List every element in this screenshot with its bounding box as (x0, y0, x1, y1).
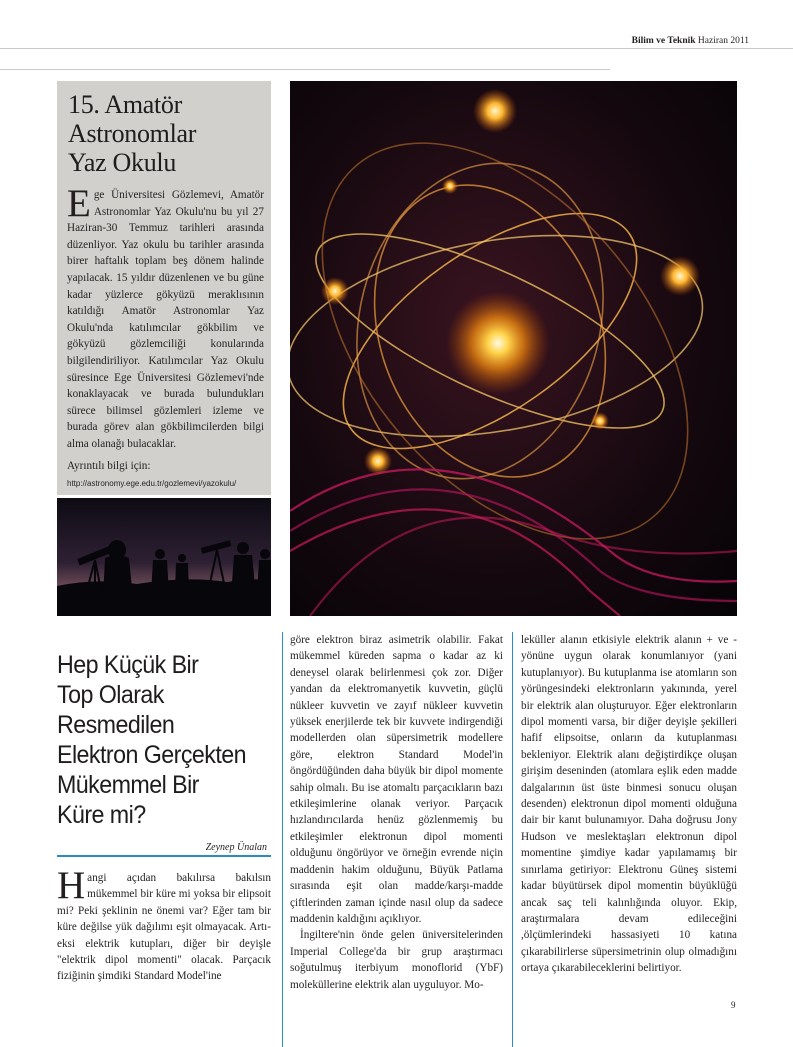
magazine-name: Bilim ve Teknik (631, 36, 696, 46)
header-rule (0, 48, 793, 49)
header-rule-secondary (0, 69, 610, 70)
article-dropcap: H (57, 864, 86, 907)
article-title-line: Elektron Gerçekten (57, 741, 246, 769)
article-title (57, 650, 262, 830)
paragraph (57, 864, 271, 985)
article-column-2 (290, 632, 503, 993)
article-column-1 (57, 864, 271, 985)
column-divider (512, 632, 513, 1047)
author-name: Zeynep Ünalan (205, 842, 267, 853)
article-title-line: Resmedilen (57, 711, 175, 739)
article-title-line: Küre mi? (57, 801, 146, 829)
paragraph: leküller alanın etkisiyle elektrik alanın + ve - yönüne uygun olarak konumlanıyor (yani kutuplanıyor). Bu kutuplanma ise atomların son yörüngesindeki elektronların yakınında, yerel bir elektrik alan oluşturuyor. Eğer elektronların dipol momenti varsa, bir diğer deyişle şekilleri hafif elipsoitse, onların da kutuplanması bekleniyor. Elektrik alanı değiştirdikçe oluşan girişim deseninden (atomlara eşlik eden madde dalgalarının üst üste binmesi sonucu oluşan desenden) elektronun dipol momenti olduğuna dair bir kanıt bulunamıyor. Daha doğrusu Jony Hudson ve meslektaşları elektronun dipol momentine şimdiye kadar yapılamamış bir sınırlama getiriyor: Elektronu Güneş sistemi kadar büyütürsek dipol momentin büyüklüğü ancak saç teli kalınlığında oluyor. Ekip, araştırmalara devam edileceğini ,ölçümlerindeki hassasiyeti 10 katına çıkarabilirlerse süpersimetrinin olup olmadığını ortaya çıkarabileceklerini belirtiyor. (521, 634, 737, 975)
sidebar-body-text: ge Üniversitesi Gözlemevi, Amatör Astronomlar Yaz Okulu'nu bu yıl 27 Haziran-30 Temmuz tarihleri arasında düzenliyor. Yaz okulu bu tarihler arasında birer haftalık toplam beş dönem halinde yapılacak. 15 yıldır düzenlenen ve bu güne kadar yüzlerce gökyüzü meraklısının katıldığı Amatör Astronomlar Yaz Okulu'nda katılımcılar gökbilim ve gökyüzü gözlemciliği konularında bilgilendiriliyor. Katılımcılar Yaz Okulu süresince Ege Üniversitesi Gözlemevi'nde konaklayacak ve burada bulundukları sürece bilimsel gözlemleri izleme ve burada görev alan gökbilimcilerden bilgi alma olanağı bulacaklar. (67, 189, 264, 450)
sidebar-title (68, 90, 268, 177)
sidebar-info-label: Ayrıntılı bilgi için: (67, 460, 151, 472)
running-head (632, 36, 749, 46)
paragraph: İngiltere'nin önde gelen üniversitelerinden Imperial College'da bir grup araştırmacı soğutulmuş iterbiyum monoflorid (YbF) moleküllerine elektrik alan uyguluyor. Mo- (290, 929, 503, 991)
article-title-line: Hep Küçük Bir (57, 651, 199, 679)
atom-illustration (290, 81, 737, 616)
sidebar-title-line: Astronomlar (68, 119, 197, 148)
article-column-3 (521, 632, 737, 977)
page-number: 9 (731, 1000, 736, 1010)
article-title-line: Top Olarak (57, 681, 164, 709)
sidebar-url[interactable]: http://astronomy.ege.edu.tr/gozlemevi/yazokulu/ (67, 479, 237, 488)
sidebar-title-line: Yaz Okulu (68, 148, 177, 177)
sidebar-title-line: 15. Amatör (68, 90, 182, 119)
article-title-line: Mükemmel Bir (57, 771, 199, 799)
sidebar-dropcap: E (67, 182, 91, 225)
sidebar-box (57, 81, 271, 495)
column-divider (282, 632, 283, 1047)
issue-date: Haziran 2011 (697, 36, 749, 46)
observers-photo (57, 498, 271, 616)
paragraph: göre elektron biraz asimetrik olabilir. Fakat mükemmel küreden sapma o kadar az ki deneysel olarak belirlenmesi çok zor. Diğer yandan da elektromanyetik kuvvetin, güçlü nükleer kuvvetin ve zayıf nükleer kuvvetin yüksek enerjilerde tek bir kuvvete indirgendiği modellerden olan süpersimetrik modellere göre, elektron Standard Model'in öngördüğünden daha büyük bir dipol momente sahip olmalı. Bu ise atomaltı parçacıkların bazı etkileşimlerine olanak veriyor. Parçacık hızlandırıcılarda henüz gözlenmemiş bu etkileşimler elektronun dipol momenti olduğunu öngörüyor ve örneğin evrende niçin maddenin hakim olduğunu, Büyük Patlama sırasında eşit olan madde/karşı-madde çiftlerinden zaman içinde nasıl olup da sadece maddenin kaldığını açıklıyor. (290, 634, 503, 925)
sidebar-body (67, 182, 264, 453)
title-rule (57, 855, 271, 857)
paragraph-text: angi açıdan bakılırsa bakılsın mükemmel bir küre mi yoksa bir elipsoit mi? Peki şeklinin ne önemi var? Eğer tam bir küre değilse yük dağılımı eşit olmayacak. Artı-eksi elektrik kutupları, diğer bir deyişle "elektrik dipol momenti" olacak. Parçacık fiziğinin şimdiki Standard Model'ine (57, 872, 271, 983)
